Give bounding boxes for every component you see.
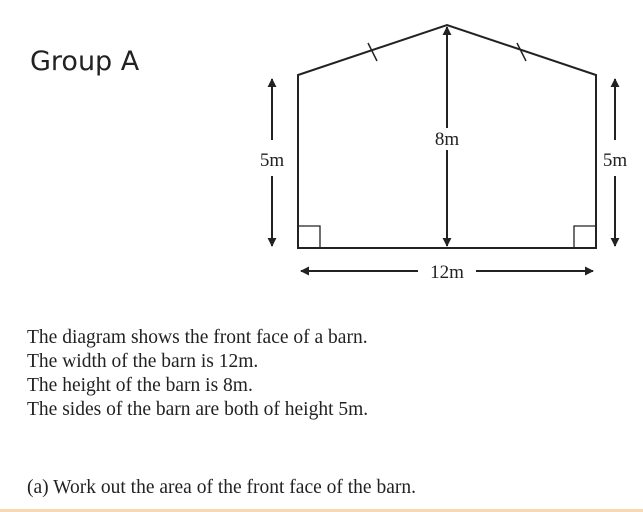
statement-line: The height of the barn is 8m. bbox=[27, 375, 253, 396]
right-angle-right bbox=[574, 226, 596, 248]
statement-line: The sides of the barn are both of height 5m. bbox=[27, 399, 369, 420]
group-title: Group A bbox=[30, 46, 140, 77]
left-height-label: 5m bbox=[259, 150, 285, 171]
question-a: (a) Work out the area of the front face of the barn. bbox=[27, 477, 416, 498]
statement-line: The diagram shows the front face of a barn. bbox=[27, 327, 368, 348]
right-angle-left bbox=[298, 226, 320, 248]
statement-line: The width of the barn is 12m. bbox=[27, 351, 259, 372]
problem-statements bbox=[27, 326, 368, 422]
width-label: 12m bbox=[430, 262, 464, 283]
right-height-label: 5m bbox=[602, 150, 628, 171]
center-height-label: 8m bbox=[434, 129, 460, 150]
